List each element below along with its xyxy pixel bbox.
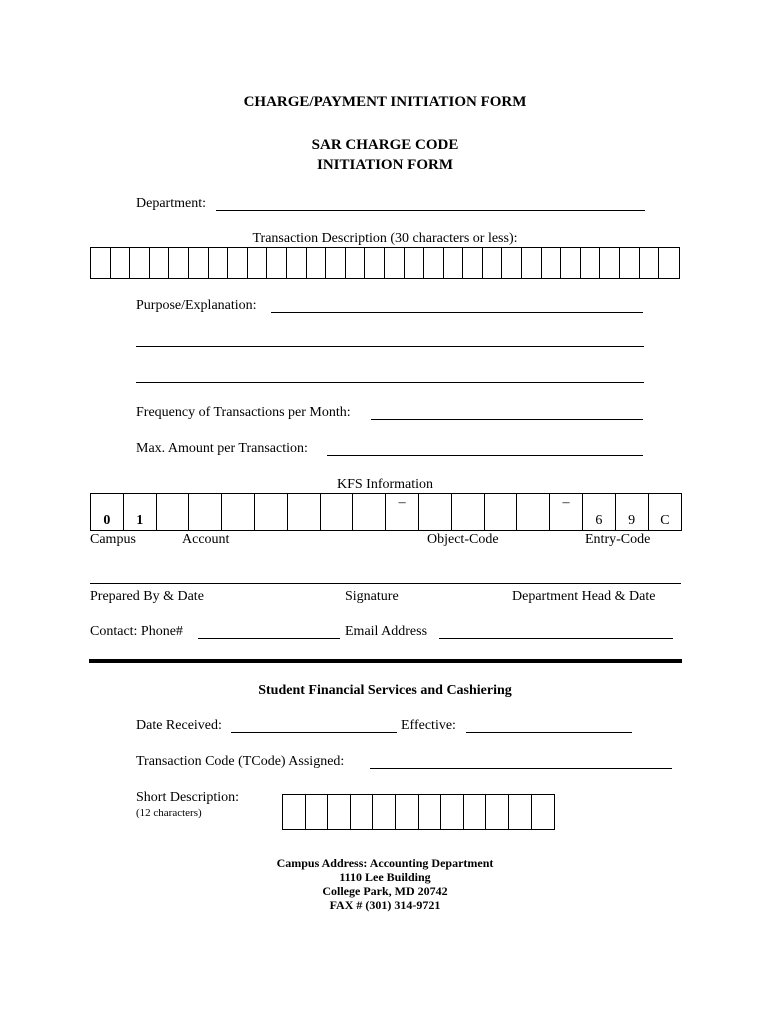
transaction-description-box[interactable]	[150, 248, 170, 278]
form-title: CHARGE/PAYMENT INITIATION FORM	[243, 94, 527, 110]
transaction-description-box[interactable]	[326, 248, 346, 278]
transaction-description-box[interactable]	[248, 248, 268, 278]
kfs-code-box[interactable]	[583, 494, 616, 530]
transaction-description-box[interactable]	[424, 248, 444, 278]
kfs-code-value: 9	[628, 513, 636, 528]
transaction-description-box[interactable]	[405, 248, 425, 278]
transaction-description-box[interactable]	[228, 248, 248, 278]
kfs-code-box[interactable]	[288, 494, 321, 530]
short-description-box[interactable]	[464, 795, 487, 829]
purpose-field-line2[interactable]	[136, 346, 644, 347]
kfs-code-box[interactable]	[189, 494, 222, 530]
kfs-separator-mark: –	[562, 495, 570, 510]
purpose-label: Purpose/Explanation:	[136, 298, 257, 313]
kfs-code-box[interactable]	[386, 494, 419, 530]
frequency-label: Frequency of Transactions per Month:	[136, 405, 351, 420]
transaction-description-box[interactable]	[130, 248, 150, 278]
kfs-code-box[interactable]	[124, 494, 157, 530]
kfs-code-box[interactable]	[321, 494, 354, 530]
tcode-field[interactable]	[370, 768, 672, 769]
max-amount-field[interactable]	[327, 455, 643, 456]
transaction-description-box[interactable]	[463, 248, 483, 278]
transaction-description-box[interactable]	[640, 248, 660, 278]
short-description-label: Short Description:	[136, 790, 240, 805]
footer-fax: FAX # (301) 314-9721	[329, 898, 441, 912]
transaction-description-box[interactable]	[189, 248, 209, 278]
short-description-box[interactable]	[351, 795, 374, 829]
date-received-label: Date Received:	[136, 718, 222, 733]
kfs-code-value: 6	[595, 513, 603, 528]
transaction-description-box[interactable]	[385, 248, 405, 278]
transaction-description-label: Transaction Description (30 characters or less):	[252, 231, 518, 246]
footer-address-line3: College Park, MD 20742	[322, 884, 448, 898]
footer-address-line2: 1110 Lee Building	[339, 870, 431, 884]
transaction-description-box[interactable]	[561, 248, 581, 278]
kfs-label-object-code: Object-Code	[427, 532, 499, 547]
purpose-field-line3[interactable]	[136, 382, 644, 383]
transaction-description-boxes[interactable]	[90, 247, 680, 279]
max-amount-label: Max. Amount per Transaction:	[136, 441, 308, 456]
kfs-title: KFS Information	[336, 477, 434, 492]
department-field[interactable]	[216, 210, 645, 211]
transaction-description-box[interactable]	[581, 248, 601, 278]
short-description-box[interactable]	[486, 795, 509, 829]
kfs-code-box[interactable]	[485, 494, 518, 530]
kfs-label-account: Account	[182, 532, 230, 547]
kfs-code-box[interactable]	[255, 494, 288, 530]
kfs-code-value: 0	[103, 513, 111, 528]
kfs-code-boxes[interactable]	[90, 493, 682, 531]
transaction-description-box[interactable]	[169, 248, 189, 278]
kfs-code-value: 1	[136, 513, 144, 528]
kfs-code-box[interactable]	[222, 494, 255, 530]
kfs-code-value: C	[660, 513, 670, 528]
date-received-field[interactable]	[231, 732, 397, 733]
transaction-description-box[interactable]	[483, 248, 503, 278]
kfs-code-box[interactable]	[353, 494, 386, 530]
transaction-description-box[interactable]	[542, 248, 562, 278]
signature-line[interactable]	[90, 583, 681, 584]
transaction-description-box[interactable]	[620, 248, 640, 278]
kfs-code-box[interactable]	[517, 494, 550, 530]
department-head-label: Department Head & Date	[512, 589, 656, 604]
short-description-box[interactable]	[328, 795, 351, 829]
short-description-box[interactable]	[509, 795, 532, 829]
prepared-by-label: Prepared By & Date	[90, 589, 204, 604]
transaction-description-box[interactable]	[365, 248, 385, 278]
kfs-code-box[interactable]	[649, 494, 682, 530]
short-description-box[interactable]	[441, 795, 464, 829]
transaction-description-box[interactable]	[307, 248, 327, 278]
tcode-label: Transaction Code (TCode) Assigned:	[136, 754, 345, 769]
transaction-description-box[interactable]	[444, 248, 464, 278]
kfs-label-entry-code: Entry-Code	[585, 532, 651, 547]
transaction-description-box[interactable]	[209, 248, 229, 278]
transaction-description-box[interactable]	[91, 248, 111, 278]
frequency-field[interactable]	[371, 419, 643, 420]
form-subtitle-line2: INITIATION FORM	[317, 157, 453, 173]
signature-label: Signature	[345, 589, 399, 604]
transaction-description-box[interactable]	[111, 248, 131, 278]
form-subtitle-line1: SAR CHARGE CODE	[311, 137, 459, 153]
kfs-code-box[interactable]	[452, 494, 485, 530]
transaction-description-box[interactable]	[659, 248, 679, 278]
phone-field[interactable]	[198, 638, 340, 639]
email-field[interactable]	[439, 638, 673, 639]
short-description-note: (12 characters)	[136, 807, 202, 819]
short-description-boxes[interactable]	[282, 794, 555, 830]
transaction-description-box[interactable]	[346, 248, 366, 278]
transaction-description-box[interactable]	[522, 248, 542, 278]
effective-field[interactable]	[466, 732, 632, 733]
kfs-code-box[interactable]	[91, 494, 124, 530]
transaction-description-box[interactable]	[287, 248, 307, 278]
department-label: Department:	[136, 196, 206, 211]
transaction-description-box[interactable]	[267, 248, 287, 278]
effective-label: Effective:	[401, 718, 456, 733]
purpose-field-line1[interactable]	[271, 312, 643, 313]
kfs-code-box[interactable]	[616, 494, 649, 530]
contact-phone-label: Contact: Phone#	[90, 624, 183, 639]
short-description-box[interactable]	[532, 795, 555, 829]
footer-address-line1: Campus Address: Accounting Department	[276, 856, 494, 870]
transaction-description-box[interactable]	[600, 248, 620, 278]
section-divider	[89, 659, 682, 663]
kfs-code-box[interactable]	[157, 494, 190, 530]
short-description-box[interactable]	[373, 795, 396, 829]
kfs-code-box[interactable]	[550, 494, 583, 530]
office-section-title: Student Financial Services and Cashiering	[258, 683, 512, 698]
short-description-box[interactable]	[283, 795, 306, 829]
short-description-box[interactable]	[419, 795, 442, 829]
email-label: Email Address	[345, 624, 428, 639]
kfs-code-box[interactable]	[419, 494, 452, 530]
short-description-box[interactable]	[306, 795, 329, 829]
short-description-box[interactable]	[396, 795, 419, 829]
kfs-separator-mark: –	[398, 495, 406, 510]
kfs-label-campus: Campus	[90, 532, 136, 547]
transaction-description-box[interactable]	[502, 248, 522, 278]
